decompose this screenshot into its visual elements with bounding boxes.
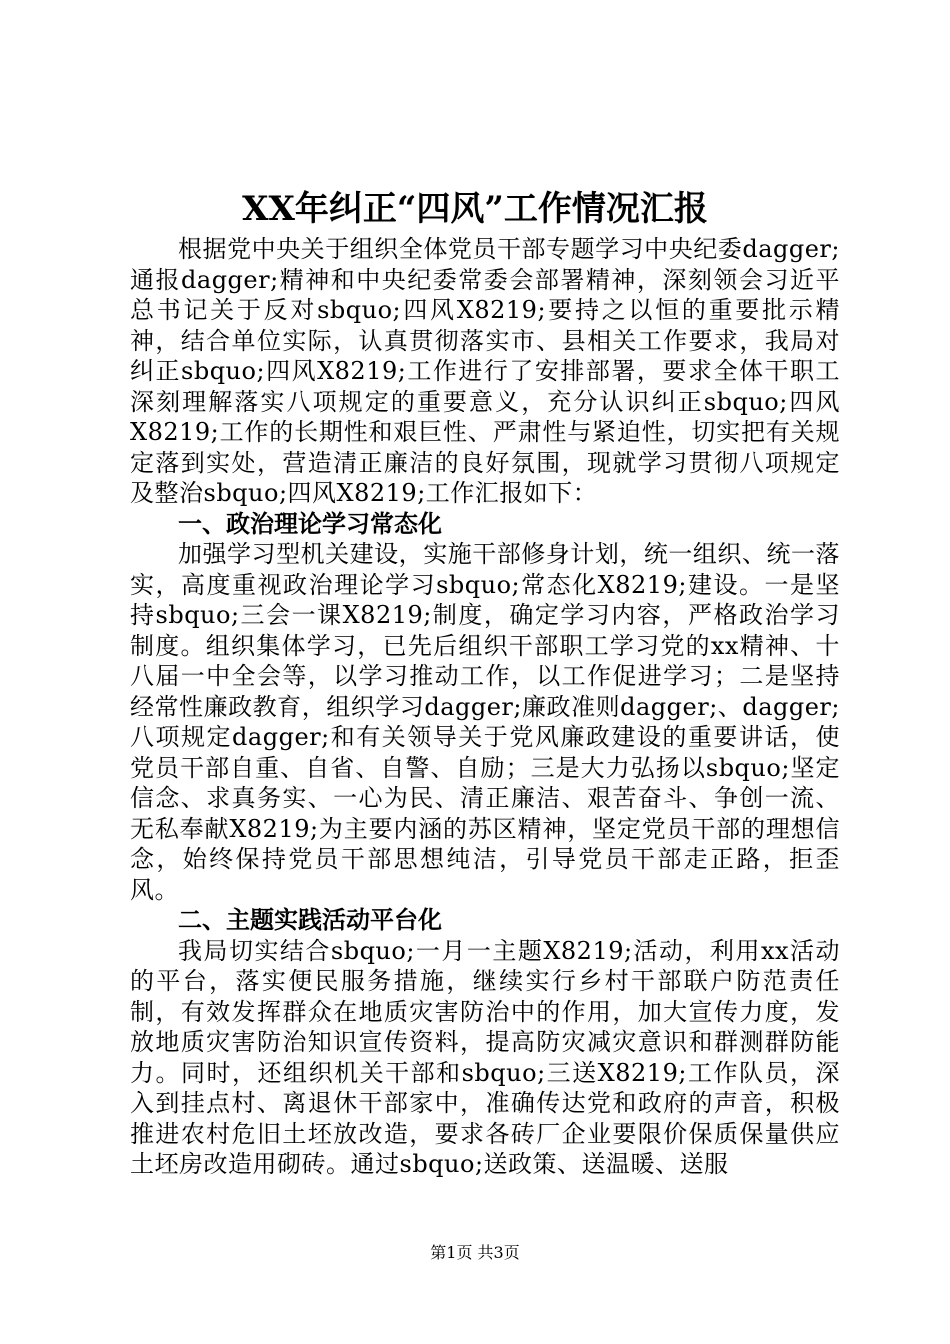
document-body (130, 234, 840, 1180)
document-title: XX年纠正“四风”工作情况汇报 (242, 189, 708, 229)
section-paragraph-2: 我局切实结合sbquo;一月一主题X8219;活动，利用xx活动的平台，落实便民服务措施，继续实行乡村干部联户防范责任制，有效发挥群众在地质灾害防治中的作用，加大宣传力度，发放地质灾害防治知识宣传资料，提高防灾减灾意识和群测群防能力。同时，还组织机关干部和sbquo;三送X8219;工作队员，深入到挂点村、离退休干部家中，准确传达党和政府的声音，积极推进农村危旧土坯放改造，要求各砖厂企业要限价保质保量供应土坯房改造用砌砖。通过sbquo;送政策、送温暖、送服 (130, 936, 840, 1178)
page-footer: 第1页 共3页 (430, 1243, 520, 1262)
section-heading-1: 一、政治理论学习常态化 (178, 509, 442, 538)
section-heading-2: 二、主题实践活动平台化 (178, 906, 442, 934)
section-paragraph-1: 加强学习型机关建设，实施干部修身计划，统一组织、统一落实，高度重视政治理论学习sbquo;常态化X8219;建设。一是坚持sbquo;三会一课X8219;制度，确定学习内容，严格政治学习制度。组织集体学习，已先后组织干部职工学习党的xx精神、十八届一中全会等，以学习推动工作，以工作促进学习；二是坚持经常性廉政教育，组织学习dagger;廉政准则dagger;、dagger;八项规定dagger;和有关领导关于党风廉政建设的重要讲话，使党员干部自重、自省、自警、自励；三是大力弘扬以sbquo;坚定信念、求真务实、一心为民、清正廉洁、艰苦奋斗、争创一流、无私奉献X8219;为主要内涵的苏区精神，坚定党员干部的理想信念，始终保持党员干部思想纯洁，引导党员干部走正路，拒歪风。 (130, 540, 840, 904)
intro-paragraph: 根据党中央关于组织全体党员干部专题学习中央纪委dagger;通报dagger;精神和中央纪委常委会部署精神，深刻领会习近平总书记关于反对sbquo;四风X8219;要持之以恒的重要批示精神，结合单位实际，认真贯彻落实市、县相关工作要求，我局对纠正sbquo;四风X8219;工作进行了安排部署，要求全体干职工深刻理解落实八项规定的重要意义，充分认识纠正sbquo;四风X8219;工作的长期性和艰巨性、严肃性与紧迫性，切实把有关规定落到实处，营造清正廉洁的良好氛围，现就学习贯彻八项规定及整治sbquo;四风X8219;工作汇报如下： (130, 235, 840, 507)
